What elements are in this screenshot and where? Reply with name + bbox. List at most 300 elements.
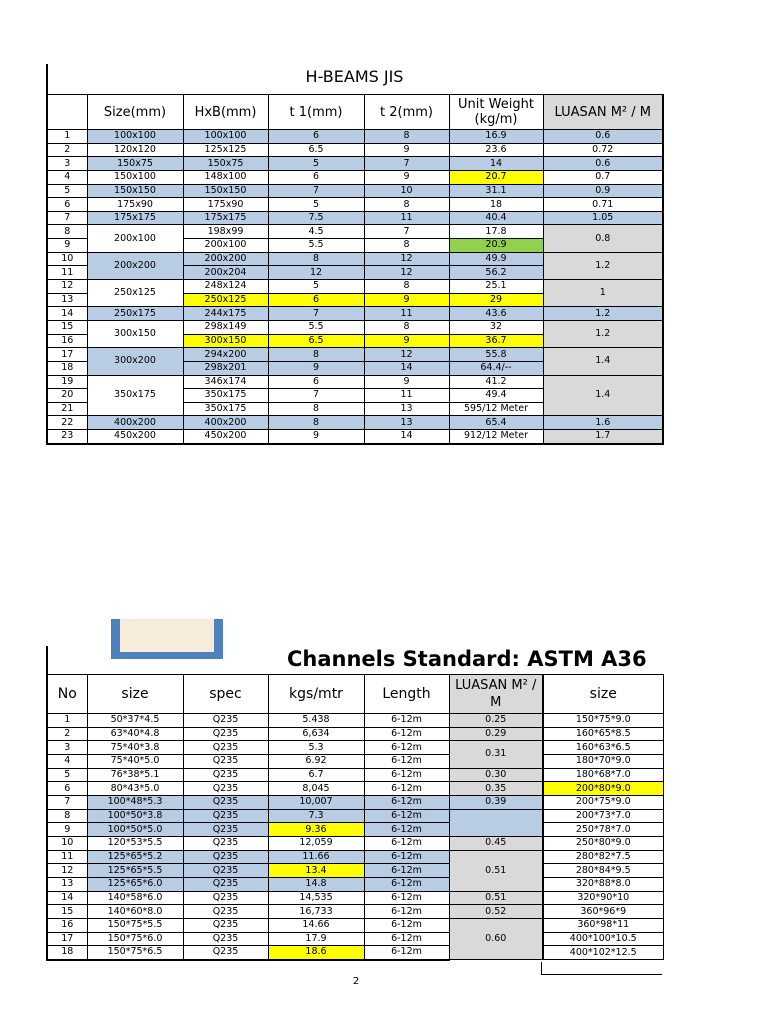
cell-t2: 7 — [364, 225, 449, 239]
cell-kgs: 9.36 — [268, 823, 364, 837]
cell-spec: Q235 — [183, 754, 268, 768]
cell-no: 9 — [47, 239, 87, 253]
cell-no: 18 — [47, 361, 87, 375]
table-row — [47, 430, 663, 444]
cell-size: 120*53*5.5 — [87, 836, 183, 850]
cell-hxb: 244x175 — [183, 307, 268, 321]
header-unit-weight: Unit Weight (kg/m) — [449, 95, 543, 130]
cell-t2: 7 — [364, 157, 449, 171]
cell-luasan: 1.2 — [543, 252, 663, 279]
table-row — [47, 225, 663, 239]
cell-no: 10 — [47, 252, 87, 266]
cell-kgs: 6.7 — [268, 768, 364, 782]
cell-t2: 12 — [364, 252, 449, 266]
cell-no: 16 — [47, 918, 87, 932]
cell-luasan: 1.7 — [543, 430, 663, 444]
cell-no: 20 — [47, 389, 87, 403]
cell-t2: 8 — [364, 280, 449, 294]
cell-no: 2 — [47, 727, 87, 741]
cell-no: 16 — [47, 334, 87, 348]
table-row — [47, 809, 663, 823]
cell-luasan: 1.05 — [543, 211, 663, 225]
cell-t1: 8 — [268, 348, 364, 362]
cell-size: 150x150 — [87, 184, 183, 198]
cell-no: 17 — [47, 348, 87, 362]
cell-weight: 31.1 — [449, 184, 543, 198]
cell-spec: Q235 — [183, 850, 268, 864]
table-row — [47, 905, 663, 919]
cell-size: 400x200 — [87, 416, 183, 430]
cell-spec: Q235 — [183, 891, 268, 905]
cell-t1: 5.5 — [268, 320, 364, 334]
cell-t1: 9 — [268, 430, 364, 444]
cell-t1: 6 — [268, 170, 364, 184]
cell-no: 3 — [47, 741, 87, 755]
cell-size-2: 400*100*10.5 — [543, 932, 663, 946]
cell-hxb: 248x124 — [183, 280, 268, 294]
cell-no: 11 — [47, 850, 87, 864]
cell-t1: 5 — [268, 157, 364, 171]
table-row — [47, 795, 663, 809]
cell-spec: Q235 — [183, 714, 268, 728]
cell-luasan: 0.6 — [543, 130, 663, 144]
cell-t2: 9 — [364, 143, 449, 157]
cell-luasan: 0.60 — [449, 918, 543, 959]
cell-hxb: 175x90 — [183, 198, 268, 212]
cell-size-2: 320*88*8.0 — [543, 877, 663, 891]
table-row — [47, 157, 663, 171]
table-row — [47, 280, 663, 294]
cell-hxb: 198x99 — [183, 225, 268, 239]
cell-no: 14 — [47, 891, 87, 905]
cell-t1: 5 — [268, 280, 364, 294]
table-row — [47, 198, 663, 212]
cell-hxb: 250x125 — [183, 293, 268, 307]
cell-length: 6-12m — [364, 727, 449, 741]
cell-size-2: 400*102*12.5 — [543, 946, 663, 960]
cell-t1: 6 — [268, 293, 364, 307]
cell-hxb: 150x75 — [183, 157, 268, 171]
cell-luasan: 1 — [543, 280, 663, 307]
cell-length: 6-12m — [364, 850, 449, 864]
header-length: Length — [364, 675, 449, 714]
table-row — [47, 836, 663, 850]
cell-weight: 55.8 — [449, 348, 543, 362]
cell-hxb: 450x200 — [183, 430, 268, 444]
cell-weight: 912/12 Meter — [449, 430, 543, 444]
table-row — [47, 864, 663, 878]
cell-kgs: 5.3 — [268, 741, 364, 755]
cell-no: 6 — [47, 782, 87, 796]
cell-t2: 12 — [364, 266, 449, 280]
table-row — [47, 416, 663, 430]
header-t1: t 1(mm) — [268, 95, 364, 130]
hbeams-table — [46, 94, 664, 445]
cell-t1: 6.5 — [268, 334, 364, 348]
cell-luasan: 1.2 — [543, 320, 663, 347]
cell-size-2: 250*78*7.0 — [543, 823, 663, 837]
header-luasan: LUASAN M² / M — [449, 675, 543, 714]
cell-spec: Q235 — [183, 918, 268, 932]
cell-luasan: 0.51 — [449, 850, 543, 891]
cell-length: 6-12m — [364, 946, 449, 960]
table-row — [47, 375, 663, 389]
cell-spec: Q235 — [183, 809, 268, 823]
cell-size: 120x120 — [87, 143, 183, 157]
cell-no: 9 — [47, 823, 87, 837]
cell-weight: 16.9 — [449, 130, 543, 144]
cell-no: 22 — [47, 416, 87, 430]
cell-hxb: 200x100 — [183, 239, 268, 253]
cell-t1: 8 — [268, 416, 364, 430]
empty-cell — [541, 962, 662, 975]
table-row — [47, 184, 663, 198]
cell-no: 5 — [47, 768, 87, 782]
cell-t1: 6 — [268, 375, 364, 389]
cell-weight: 56.2 — [449, 266, 543, 280]
cell-t1: 5.5 — [268, 239, 364, 253]
cell-t1: 9 — [268, 361, 364, 375]
cell-size-2: 250*80*9.0 — [543, 836, 663, 850]
table-header-row — [47, 95, 663, 130]
cell-size: 75*40*5.0 — [87, 754, 183, 768]
cell-t2: 9 — [364, 375, 449, 389]
cell-hxb: 350x175 — [183, 402, 268, 416]
cell-spec: Q235 — [183, 932, 268, 946]
cell-t2: 9 — [364, 293, 449, 307]
cell-spec: Q235 — [183, 823, 268, 837]
cell-size: 63*40*4.8 — [87, 727, 183, 741]
cell-no: 13 — [47, 877, 87, 891]
cell-size: 125*65*5.2 — [87, 850, 183, 864]
header-size-2: size — [543, 675, 663, 714]
cell-size-2: 200*73*7.0 — [543, 809, 663, 823]
cell-size: 350x175 — [87, 375, 183, 416]
header-luasan: LUASAN M² / M — [543, 95, 663, 130]
cell-size: 250x175 — [87, 307, 183, 321]
cell-size-2: 200*80*9.0 — [543, 782, 663, 796]
cell-size: 100*48*5.3 — [87, 795, 183, 809]
cell-luasan: 0.31 — [449, 741, 543, 768]
cell-luasan: 0.29 — [449, 727, 543, 741]
cell-t1: 8 — [268, 252, 364, 266]
cell-weight: 20.9 — [449, 239, 543, 253]
cell-luasan-empty — [449, 809, 543, 836]
cell-t1: 12 — [268, 266, 364, 280]
cell-t1: 7 — [268, 389, 364, 403]
cell-length: 6-12m — [364, 823, 449, 837]
hbeams-title: H-BEAMS JIS — [46, 64, 661, 94]
cell-no: 12 — [47, 280, 87, 294]
cell-t1: 4.5 — [268, 225, 364, 239]
cell-luasan: 0.9 — [543, 184, 663, 198]
table-row — [47, 143, 663, 157]
header-no: No — [47, 675, 87, 714]
cell-weight: 43.6 — [449, 307, 543, 321]
cell-size-2: 160*63*6.5 — [543, 741, 663, 755]
cell-no: 11 — [47, 266, 87, 280]
cell-spec: Q235 — [183, 864, 268, 878]
cell-kgs: 14,535 — [268, 891, 364, 905]
table-header-row — [47, 675, 663, 714]
cell-hxb: 298x149 — [183, 320, 268, 334]
cell-luasan: 0.35 — [449, 782, 543, 796]
cell-length: 6-12m — [364, 932, 449, 946]
cell-kgs: 11.66 — [268, 850, 364, 864]
cell-weight: 49.4 — [449, 389, 543, 403]
cell-no: 14 — [47, 307, 87, 321]
cell-no: 7 — [47, 795, 87, 809]
cell-spec: Q235 — [183, 768, 268, 782]
cell-t2: 8 — [364, 130, 449, 144]
table-row — [47, 823, 663, 837]
table-row — [47, 877, 663, 891]
cell-t2: 14 — [364, 430, 449, 444]
cell-length: 6-12m — [364, 864, 449, 878]
cell-luasan: 0.7 — [543, 170, 663, 184]
cell-size: 140*58*6.0 — [87, 891, 183, 905]
cell-kgs: 8,045 — [268, 782, 364, 796]
cell-luasan: 0.71 — [543, 198, 663, 212]
cell-t1: 6 — [268, 130, 364, 144]
cell-size-2: 180*70*9.0 — [543, 754, 663, 768]
table-row — [47, 754, 663, 768]
cell-size: 200x200 — [87, 252, 183, 279]
cell-weight: 595/12 Meter — [449, 402, 543, 416]
cell-luasan: 0.25 — [449, 714, 543, 728]
header-spec: spec — [183, 675, 268, 714]
table-row — [47, 918, 663, 932]
cell-kgs: 5.438 — [268, 714, 364, 728]
cell-no: 21 — [47, 402, 87, 416]
table-row — [47, 130, 663, 144]
cell-t1: 7 — [268, 307, 364, 321]
cell-no: 8 — [47, 225, 87, 239]
cell-length: 6-12m — [364, 795, 449, 809]
cell-hxb: 200x204 — [183, 266, 268, 280]
cell-no: 13 — [47, 293, 87, 307]
cell-kgs: 7.3 — [268, 809, 364, 823]
cell-kgs: 16,733 — [268, 905, 364, 919]
cell-length: 6-12m — [364, 905, 449, 919]
cell-kgs: 12,059 — [268, 836, 364, 850]
cell-no: 4 — [47, 754, 87, 768]
cell-length: 6-12m — [364, 877, 449, 891]
header-no — [47, 95, 87, 130]
channels-title-bar — [46, 646, 662, 674]
table-row — [47, 252, 663, 266]
cell-no: 17 — [47, 932, 87, 946]
cell-no: 18 — [47, 946, 87, 960]
cell-luasan: 0.45 — [449, 836, 543, 850]
cell-size-2: 200*75*9.0 — [543, 795, 663, 809]
cell-t2: 11 — [364, 389, 449, 403]
cell-spec: Q235 — [183, 727, 268, 741]
cell-size: 450x200 — [87, 430, 183, 444]
cell-kgs: 14.66 — [268, 918, 364, 932]
cell-size: 250x125 — [87, 280, 183, 307]
table-row — [47, 307, 663, 321]
cell-no: 12 — [47, 864, 87, 878]
cell-size: 150*75*5.5 — [87, 918, 183, 932]
cell-weight: 18 — [449, 198, 543, 212]
cell-size-2: 280*84*9.5 — [543, 864, 663, 878]
cell-size-2: 180*68*7.0 — [543, 768, 663, 782]
cell-t2: 8 — [364, 239, 449, 253]
table-row — [47, 850, 663, 864]
cell-length: 6-12m — [364, 836, 449, 850]
cell-t1: 6.5 — [268, 143, 364, 157]
cell-luasan: 0.39 — [449, 795, 543, 809]
cell-length: 6-12m — [364, 768, 449, 782]
cell-t2: 9 — [364, 334, 449, 348]
cell-t2: 14 — [364, 361, 449, 375]
cell-t2: 13 — [364, 402, 449, 416]
cell-length: 6-12m — [364, 809, 449, 823]
cell-luasan: 1.2 — [543, 307, 663, 321]
cell-luasan: 1.4 — [543, 348, 663, 375]
cell-hxb: 200x200 — [183, 252, 268, 266]
cell-spec: Q235 — [183, 877, 268, 891]
header-kgs: kgs/mtr — [268, 675, 364, 714]
cell-t1: 5 — [268, 198, 364, 212]
cell-size: 100*50*3.8 — [87, 809, 183, 823]
cell-size: 80*43*5.0 — [87, 782, 183, 796]
cell-t1: 7.5 — [268, 211, 364, 225]
cell-no: 1 — [47, 130, 87, 144]
cell-luasan: 0.8 — [543, 225, 663, 252]
cell-no: 15 — [47, 320, 87, 334]
cell-hxb: 298x201 — [183, 361, 268, 375]
cell-weight: 20.7 — [449, 170, 543, 184]
cell-hxb: 350x175 — [183, 389, 268, 403]
cell-size-2: 150*75*9.0 — [543, 714, 663, 728]
cell-size: 76*38*5.1 — [87, 768, 183, 782]
cell-weight: 25.1 — [449, 280, 543, 294]
table-row — [47, 348, 663, 362]
cell-t2: 10 — [364, 184, 449, 198]
cell-luasan: 0.52 — [449, 905, 543, 919]
cell-spec: Q235 — [183, 741, 268, 755]
cell-no: 5 — [47, 184, 87, 198]
table-row — [47, 320, 663, 334]
cell-spec: Q235 — [183, 795, 268, 809]
cell-size-2: 320*90*10 — [543, 891, 663, 905]
table-row — [47, 946, 663, 960]
channels-title: Channels Standard: ASTM A36 — [287, 647, 647, 671]
cell-size: 125*65*6.0 — [87, 877, 183, 891]
cell-length: 6-12m — [364, 714, 449, 728]
cell-t2: 11 — [364, 307, 449, 321]
cell-kgs: 18.6 — [268, 946, 364, 960]
cell-size: 150*75*6.5 — [87, 946, 183, 960]
cell-hxb: 175x175 — [183, 211, 268, 225]
cell-weight: 41.2 — [449, 375, 543, 389]
cell-size-2: 360*98*11 — [543, 918, 663, 932]
cell-t1: 8 — [268, 402, 364, 416]
cell-size: 150*75*6.0 — [87, 932, 183, 946]
cell-luasan: 1.4 — [543, 375, 663, 416]
cell-t1: 7 — [268, 184, 364, 198]
cell-kgs: 10,007 — [268, 795, 364, 809]
cell-no: 3 — [47, 157, 87, 171]
cell-weight: 14 — [449, 157, 543, 171]
cell-kgs: 13.4 — [268, 864, 364, 878]
cell-kgs: 14.8 — [268, 877, 364, 891]
table-row — [47, 782, 663, 796]
cell-t2: 12 — [364, 348, 449, 362]
cell-luasan: 0.51 — [449, 891, 543, 905]
cell-length: 6-12m — [364, 918, 449, 932]
cell-no: 2 — [47, 143, 87, 157]
header-size: Size(mm) — [87, 95, 183, 130]
cell-size-2: 160*65*8.5 — [543, 727, 663, 741]
cell-spec: Q235 — [183, 836, 268, 850]
cell-size: 200x100 — [87, 225, 183, 252]
cell-luasan: 0.72 — [543, 143, 663, 157]
cell-weight: 65.4 — [449, 416, 543, 430]
cell-size-2: 280*82*7.5 — [543, 850, 663, 864]
cell-size: 175x175 — [87, 211, 183, 225]
cell-t2: 9 — [364, 170, 449, 184]
cell-weight: 17.8 — [449, 225, 543, 239]
cell-no: 7 — [47, 211, 87, 225]
cell-weight: 23.6 — [449, 143, 543, 157]
cell-size: 175x90 — [87, 198, 183, 212]
header-t2: t 2(mm) — [364, 95, 449, 130]
cell-length: 6-12m — [364, 754, 449, 768]
cell-no: 6 — [47, 198, 87, 212]
cell-hxb: 400x200 — [183, 416, 268, 430]
cell-weight: 64.4/-- — [449, 361, 543, 375]
cell-hxb: 125x125 — [183, 143, 268, 157]
cell-size: 300x200 — [87, 348, 183, 375]
table-row — [47, 768, 663, 782]
cell-no: 19 — [47, 375, 87, 389]
cell-size-2: 360*96*9 — [543, 905, 663, 919]
cell-size: 140*60*8.0 — [87, 905, 183, 919]
cell-weight: 40.4 — [449, 211, 543, 225]
table-row — [47, 727, 663, 741]
cell-luasan: 0.6 — [543, 157, 663, 171]
table-row — [47, 741, 663, 755]
header-hxb: HxB(mm) — [183, 95, 268, 130]
cell-no: 15 — [47, 905, 87, 919]
table-row — [47, 891, 663, 905]
cell-hxb: 150x150 — [183, 184, 268, 198]
cell-t2: 13 — [364, 416, 449, 430]
header-size: size — [87, 675, 183, 714]
cell-weight: 29 — [449, 293, 543, 307]
table-row — [47, 714, 663, 728]
cell-length: 6-12m — [364, 741, 449, 755]
cell-length: 6-12m — [364, 891, 449, 905]
cell-size: 50*37*4.5 — [87, 714, 183, 728]
cell-spec: Q235 — [183, 905, 268, 919]
table-row — [47, 932, 663, 946]
cell-no: 4 — [47, 170, 87, 184]
channels-table — [46, 674, 664, 961]
cell-hxb: 346x174 — [183, 375, 268, 389]
cell-t2: 8 — [364, 320, 449, 334]
cell-size: 150x100 — [87, 170, 183, 184]
cell-kgs: 6,634 — [268, 727, 364, 741]
cell-size: 125*65*5.5 — [87, 864, 183, 878]
cell-size: 100x100 — [87, 130, 183, 144]
cell-kgs: 17.9 — [268, 932, 364, 946]
cell-weight: 49.9 — [449, 252, 543, 266]
cell-weight: 36.7 — [449, 334, 543, 348]
